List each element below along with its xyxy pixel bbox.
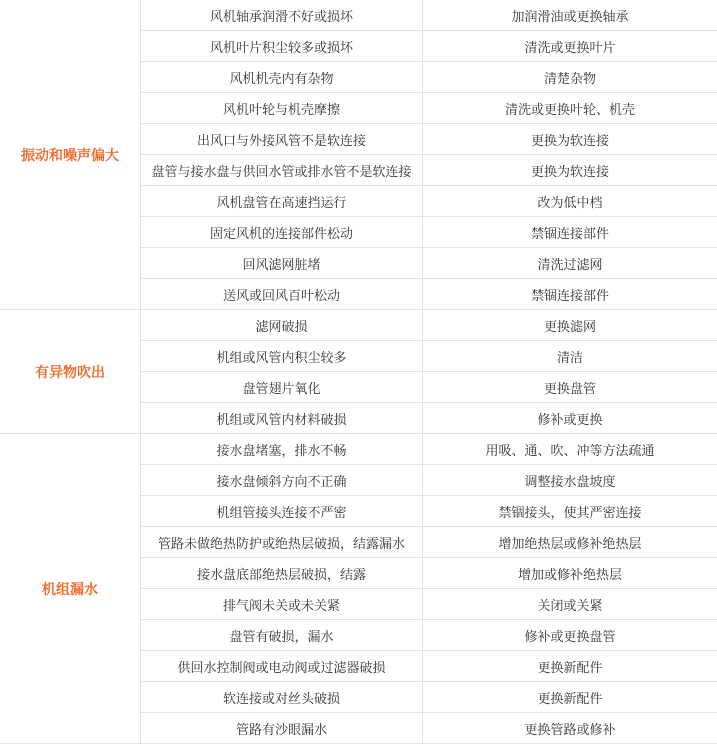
solution-cell: 更换新配件	[423, 651, 717, 682]
solution-cell: 加润滑油或更换轴承	[423, 0, 717, 31]
cause-cell: 风机盘管在高速挡运行	[141, 186, 423, 217]
table-row	[0, 0, 717, 31]
solution-cell: 增加或修补绝热层	[423, 558, 717, 589]
cause-cell: 接水盘倾斜方向不正确	[141, 465, 423, 496]
solution-cell: 禁锢接头，使其严密连接	[423, 496, 717, 527]
cause-cell: 管路有沙眼漏水	[141, 713, 423, 744]
cause-cell: 排气阀未关或未关紧	[141, 589, 423, 620]
solution-cell: 更换为软连接	[423, 124, 717, 155]
cause-cell: 管路未做绝热防护或绝热层破损，结露漏水	[141, 527, 423, 558]
category-cell: 振动和噪声偏大	[0, 0, 141, 310]
solution-cell: 更换盘管	[423, 372, 717, 403]
cause-cell: 接水盘堵塞，排水不畅	[141, 434, 423, 465]
cause-cell: 风机叶轮与机壳摩擦	[141, 93, 423, 124]
category-cell: 机组漏水	[0, 434, 141, 744]
table-row	[0, 434, 717, 465]
solution-cell: 更换管路或修补	[423, 713, 717, 744]
solution-cell: 用吸、通、吹、冲等方法疏通	[423, 434, 717, 465]
solution-cell: 更换为软连接	[423, 155, 717, 186]
cause-cell: 机组或风管内材料破损	[141, 403, 423, 434]
cause-cell: 风机机壳内有杂物	[141, 62, 423, 93]
solution-cell: 清楚杂物	[423, 62, 717, 93]
cause-cell: 机组或风管内积尘较多	[141, 341, 423, 372]
solution-cell: 更换滤网	[423, 310, 717, 341]
solution-cell: 禁锢连接部件	[423, 217, 717, 248]
solution-cell: 清洗或更换叶片	[423, 31, 717, 62]
solution-cell: 禁锢连接部件	[423, 279, 717, 310]
cause-cell: 风机叶片积尘较多或损坏	[141, 31, 423, 62]
cause-cell: 接水盘底部绝热层破损，结露	[141, 558, 423, 589]
solution-cell: 改为低中档	[423, 186, 717, 217]
cause-cell: 风机轴承润滑不好或损坏	[141, 0, 423, 31]
table-row	[0, 310, 717, 341]
solution-cell: 清洗或更换叶轮、机壳	[423, 93, 717, 124]
solution-cell: 清洁	[423, 341, 717, 372]
cause-cell: 盘管翅片氧化	[141, 372, 423, 403]
cause-cell: 软连接或对丝头破损	[141, 682, 423, 713]
solution-cell: 增加绝热层或修补绝热层	[423, 527, 717, 558]
cause-cell: 滤网破损	[141, 310, 423, 341]
cause-cell: 出风口与外接风管不是软连接	[141, 124, 423, 155]
solution-cell: 修补或更换	[423, 403, 717, 434]
cause-cell: 供回水控制阀或电动阀或过滤器破损	[141, 651, 423, 682]
cause-cell: 回风滤网脏堵	[141, 248, 423, 279]
cause-cell: 固定风机的连接部件松动	[141, 217, 423, 248]
solution-cell: 更换新配件	[423, 682, 717, 713]
solution-cell: 调整接水盘坡度	[423, 465, 717, 496]
solution-cell: 修补或更换盘管	[423, 620, 717, 651]
solution-cell: 清洗过滤网	[423, 248, 717, 279]
cause-cell: 盘管与接水盘与供回水管或排水管不是软连接	[141, 155, 423, 186]
category-cell: 有异物吹出	[0, 310, 141, 434]
solution-cell: 关闭或关紧	[423, 589, 717, 620]
cause-cell: 盘管有破损，漏水	[141, 620, 423, 651]
cause-cell: 机组管接头连接不严密	[141, 496, 423, 527]
cause-cell: 送风或回风百叶松动	[141, 279, 423, 310]
